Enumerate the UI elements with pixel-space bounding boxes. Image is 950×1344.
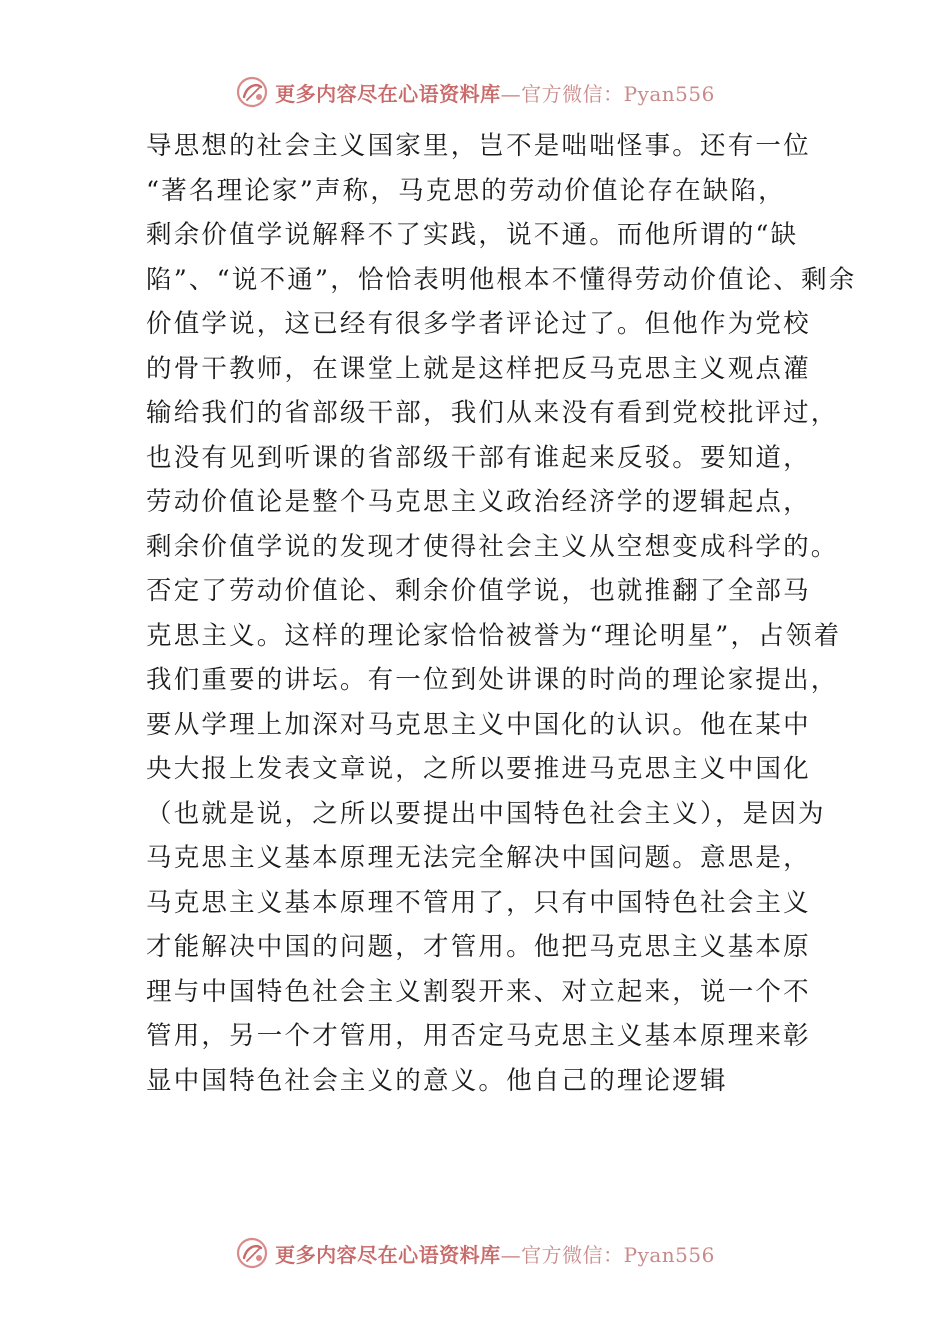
text-line: 的骨干教师，在课堂上就是这样把反马克思主义观点灌 (146, 353, 811, 384)
header-wechat-text: 官方微信：Pyan556 (521, 81, 715, 106)
text-line: 输给我们的省部级干部，我们从来没有看到党校批评过， (146, 398, 839, 428)
header-watermark (0, 72, 950, 112)
footer-site-text: 更多内容尽在心语资料库 (275, 1242, 501, 1267)
logo-icon (235, 75, 269, 109)
text-line: 也没有见到听课的省部级干部有谁起来反驳。要知道， (146, 442, 811, 473)
text-line: 导思想的社会主义国家里，岂不是咄咄怪事。还有一位 (146, 131, 811, 161)
text-line: 才能解决中国的问题，才管用。他把马克思主义基本原 (146, 932, 811, 962)
text-line: 央大报上发表文章说，之所以要推进马克思主义中国化 (146, 754, 811, 784)
text-line: 马克思主义基本原理无法完全解决中国问题。意思是， (146, 843, 811, 873)
text-line: 显中国特色社会主义的意义。他自己的理论逻辑 (146, 1065, 728, 1096)
text-line: 价值学说，这已经有很多学者评论过了。但他作为党校 (146, 309, 811, 339)
footer-wechat-text: 官方微信：Pyan556 (521, 1242, 715, 1267)
text-line: （也就是说，之所以要提出中国特色社会主义），是因为 (146, 798, 826, 829)
text-line: “著名理论家”声称，马克思的劳动价值论存在缺陷， (146, 175, 786, 206)
text-line: 劳动价值论是整个马克思主义政治经济学的逻辑起点， (146, 487, 811, 517)
text-line: 管用，另一个才管用，用否定马克思主义基本原理来彰 (146, 1021, 811, 1051)
text-line: 剩余价值学说的发现才使得社会主义从空想变成科学的。 (146, 531, 839, 562)
text-line: 理与中国特色社会主义割裂开来、对立起来，说一个不 (146, 976, 811, 1007)
document-body (146, 124, 857, 1103)
footer-watermark (0, 1233, 950, 1273)
text-line: 否定了劳动价值论、剩余价值学说，也就推翻了全部马 (146, 576, 811, 606)
footer-banner-text (275, 1239, 715, 1268)
text-line: 克思主义。这样的理论家恰恰被誉为“理论明星”，占领着 (146, 620, 842, 651)
text-line: 陷”、“说不通”，恰恰表明他根本不懂得劳动价值论、剩余 (146, 264, 857, 295)
logo-icon (235, 1236, 269, 1270)
text-line: 我们重要的讲坛。有一位到处讲课的时尚的理论家提出， (146, 665, 839, 695)
header-dash: — (500, 81, 522, 106)
text-line: 要从学理上加深对马克思主义中国化的认识。他在某中 (146, 709, 811, 740)
text-line: 马克思主义基本原理不管用了，只有中国特色社会主义 (146, 887, 811, 918)
footer-dash: — (500, 1242, 522, 1267)
header-site-text: 更多内容尽在心语资料库 (275, 81, 501, 106)
text-line: 剩余价值学说解释不了实践，说不通。而他所谓的“缺 (146, 220, 799, 250)
header-banner-text (275, 78, 715, 107)
